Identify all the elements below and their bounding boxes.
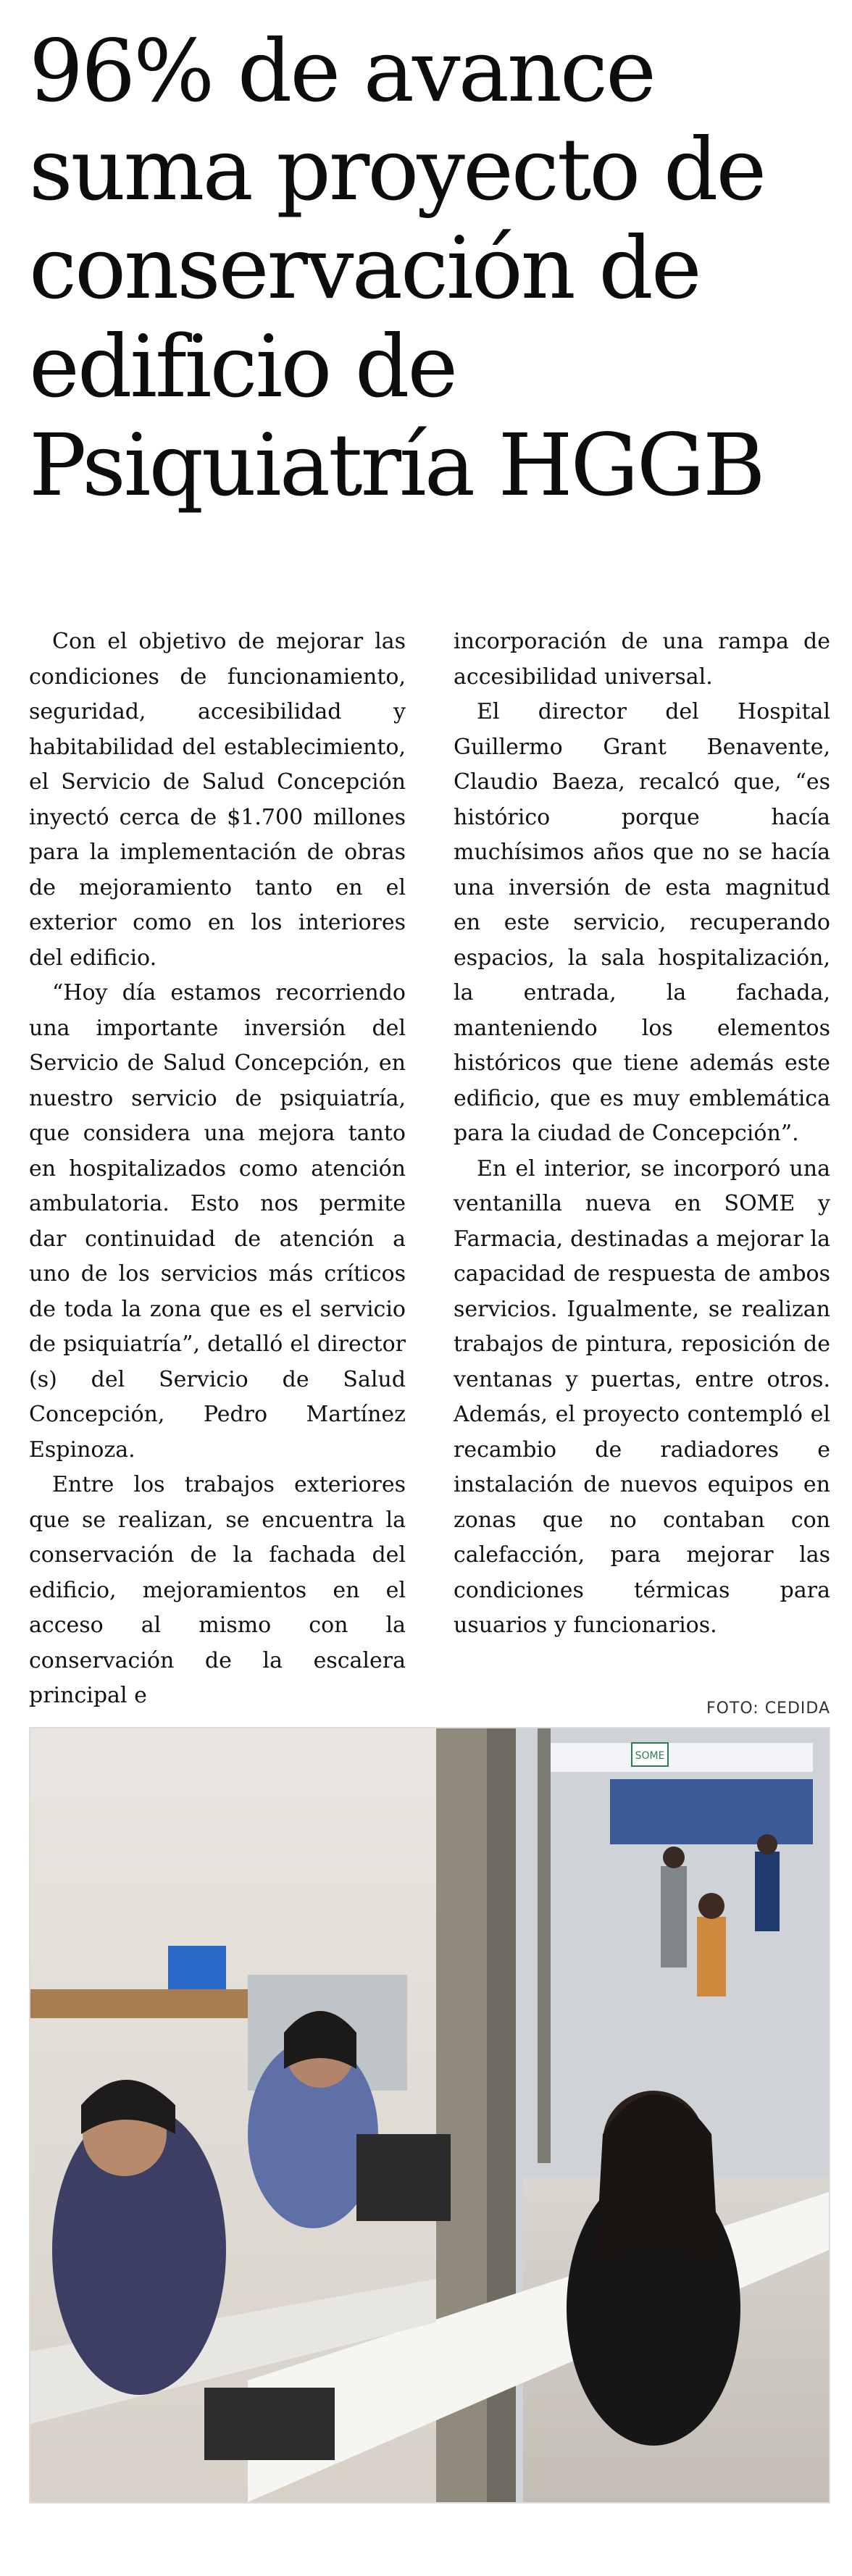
paragraph: Con el objetivo de mejorar las condiciones de funcionamiento, seguridad, accesibilidad y habitabilidad del establecimiento, el Servicio de Salud Concepción inyectó cerca de $1.700 millones para la implementación de obras de mejoramiento tanto en el exterior como en los interiores del edificio. xyxy=(29,629,406,971)
photo-credit: FOTO: CEDIDA xyxy=(706,1699,830,1718)
article-body xyxy=(29,624,830,1708)
column-right xyxy=(454,624,830,1704)
paragraph: “Hoy día estamos recorriendo una importante inversión del Servicio de Salud Concepción, en nuestro servicio de psiquiatría, que considera una mejora tanto en hospitalizados como atención ambulatoria. Esto nos permite dar continuidad de atención a uno de los servicios más críticos de toda la zona que es el servicio de psiquiatría”, detalló el director (s) del Servicio de Salud Concepción, Pedro Martínez Espinoza. xyxy=(29,980,406,1463)
headline: 96% de avance suma proyecto de conservación de edificio de Psiquiatría HGGB xyxy=(29,21,765,515)
paragraph: incorporación de una rampa de accesibilidad universal. xyxy=(454,629,830,690)
column-left xyxy=(29,624,406,1708)
paragraph: En el interior, se incorporó una ventanilla nueva en SOME y Farmacia, destinadas a mejorar la capacidad de respuesta de ambos servicios. Igualmente, se realizan trabajos de pintura, reposición de ventanas y puertas, entre otros. Además, el proyecto contempló el recambio de radiadores e instalación de nuevos equipos en zonas que no contaban con calefacción, para mejorar las condiciones térmicas para usuarios y funcionarios. xyxy=(454,1155,830,1638)
article-photo xyxy=(29,1727,830,2504)
paragraph: El director del Hospital Guillermo Grant Benavente, Claudio Baeza, recalcó que, “es histórico porque hacía muchísimos años que no se hacía una inversión de esta magnitud en este servicio, recuperando espacios, la sala hospitalización, la entrada, la fachada, manteniendo los elementos históricos que tiene además este edificio, que es muy emblemática para la ciudad de Concepción”. xyxy=(454,699,830,1146)
some-sign-text: SOME xyxy=(635,1750,665,1762)
paragraph: Entre los trabajos exteriores que se realizan, se encuentra la conservación de la fachada del edificio, mejoramientos en el acceso al mismo con la conservación de la escalera principal e xyxy=(29,1472,406,1708)
